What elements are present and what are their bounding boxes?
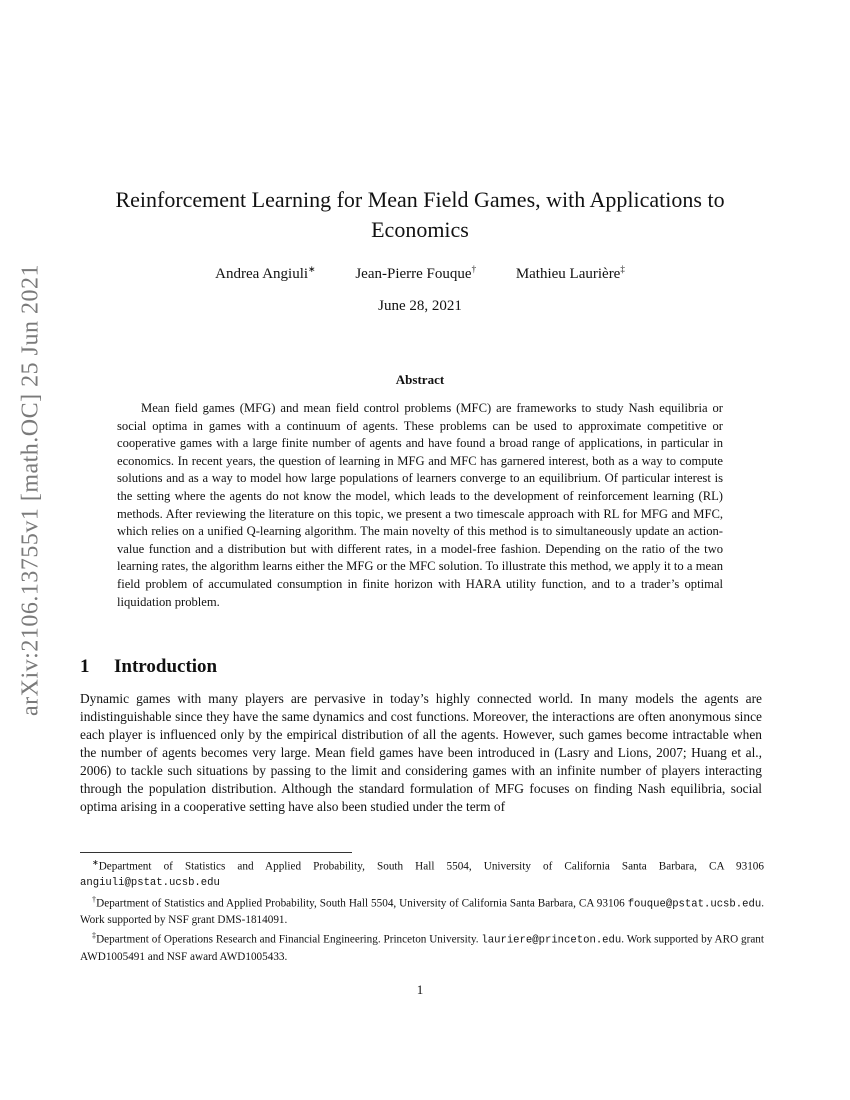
author: Mathieu Laurière‡ (515, 264, 625, 282)
section-heading (80, 656, 217, 678)
title-line-2: Economics (371, 217, 469, 242)
footnote-1: ∗Department of Statistics and Applied Probability, South Hall 5504, University of California Santa Barbara, CA 93106 angiuli@pstat.ucsb.edu (80, 858, 764, 890)
email-link[interactable]: angiuli@pstat.ucsb.edu (80, 877, 220, 890)
footnote-divider (80, 852, 352, 853)
author-list (75, 264, 765, 283)
footnote-2: †Department of Statistics and Applied Probability, South Hall 5504, University of California Santa Barbara, CA 93106 fouque@pstat.ucsb.edu. Work supported by NSF grant DMS-1814091. (80, 894, 764, 926)
footnotes (80, 855, 764, 965)
arxiv-sidebar (8, 264, 54, 716)
introduction-paragraph: Dynamic games with many players are pervasive in today’s highly connected world. In many models the agents are indistinguishable since they have the same dynamics and cost functions. Moreover, the interactions are often anonymous since each player is influenced only by the empirical distribution of all the agents. However, such games become intractable when the number of agents becomes very large. Mean field games have been introduced in (Lasry and Lions, 2007; Huang et al., 2006) to tackle such situations by passing to the limit and considering games with an infinite number of players interacting through the population distribution. Although the standard formulation of MFG focuses on finding Nash equilibria, social optima arising in a cooperative setting have also been studied under the term of (80, 691, 762, 814)
author: Andrea Angiuli∗ (215, 264, 316, 282)
section-title: Introduction (114, 656, 218, 677)
abstract-heading: Abstract (395, 372, 445, 387)
paper-date: June 28, 2021 (378, 298, 462, 314)
email-link[interactable]: fouque@pstat.ucsb.edu (627, 898, 762, 911)
section-number: 1 (80, 656, 90, 677)
abstract-text: Mean field games (MFG) and mean field control problems (MFC) are frameworks to study Nash equilibria or social optima in games with a continuum of agents. These problems can be used to approximate competitive or cooperative games with a large finite number of agents and have found a broad range of applications, in particular in economics. In recent years, the question of learning in MFG and MFC has garnered interest, both as a way to compute solutions and as a way to model how large populations of learners converge to an equilibrium. Of particular interest is the setting where the agents do not know the model, which leads to the development of reinforcement learning (RL) methods. After reviewing the literature on this topic, we present a two timescale approach with RL for MFG and MFC, which relies on a unified Q-learning algorithm. The main novelty of this method is to simultaneously update an action-value function and a distribution but with different rates, in a model-free fashion. Depending on the ratio of the two learning rates, the algorithm learns either the MFG or the MFC solution. To illustrate this method, we apply it to a mean field problem of accumulated consumption in finite horizon with HARA utility function, and to a trader’s optimal liquidation problem. (117, 401, 723, 609)
introduction-body (80, 690, 762, 816)
author: Jean-Pierre Fouque† (355, 264, 477, 282)
abstract-body (117, 400, 723, 611)
page-number: 1 (416, 982, 424, 997)
paper-title (75, 185, 765, 245)
footnote-3: ‡Department of Operations Research and Financial Engineering. Princeton University. lauriere@princeton.edu. Work supported by ARO grant AWD1005491 and NSF award AWD1005433. (80, 931, 764, 963)
email-link[interactable]: lauriere@princeton.edu (481, 935, 622, 948)
arxiv-identifier: arXiv:2106.13755v1 [math.OC] 25 Jun 2021 (17, 264, 44, 716)
title-line-1: Reinforcement Learning for Mean Field Games, with Applications to (115, 187, 725, 212)
